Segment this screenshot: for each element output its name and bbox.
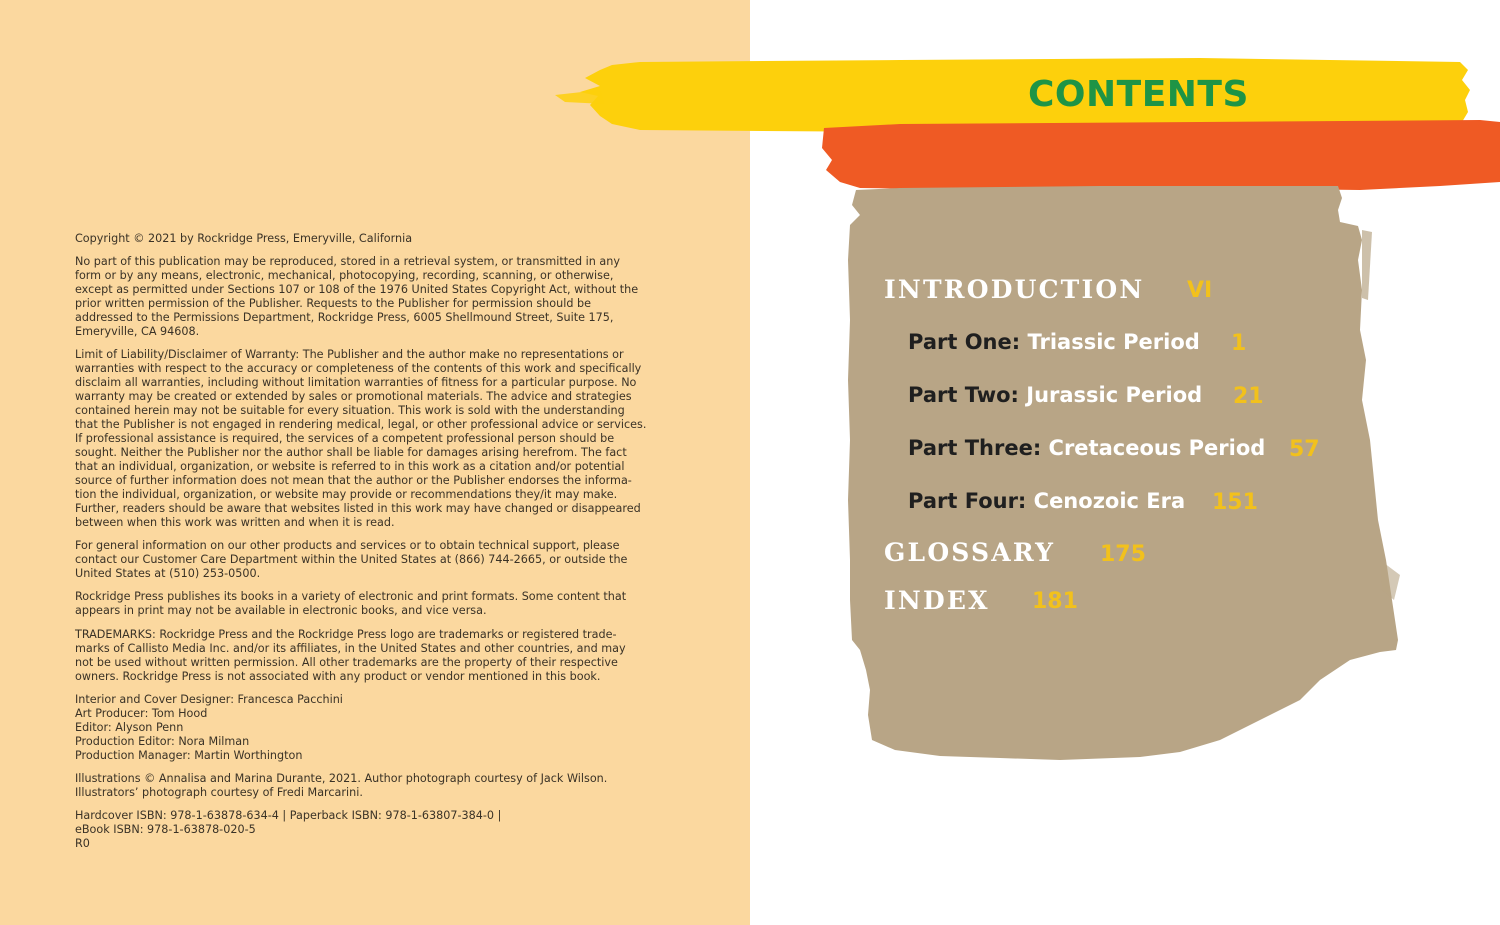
contents-title: CONTENTS [1028,74,1249,115]
toc-part-three-page: 57 [1289,437,1320,462]
text-line: that the Publisher is not engaged in rendering medical, legal, or other professional advice or services. [75,418,647,432]
text-line: United States at (510) 253-0500. [75,567,261,581]
text-line: TRADEMARKS: Rockridge Press and the Rockridge Press logo are trademarks or registered trade- [75,627,617,641]
text-line: No part of this publication may be reproduced, stored in a retrieval system, or transmitted in any [75,255,620,269]
part-label: Part Three: [908,436,1042,460]
text-line: Further, readers should be aware that websites listed in this work may have changed or disappeared [75,501,641,515]
text-line: Interior and Cover Designer: Francesca Pacchini [75,692,343,706]
text-line: Limit of Liability/Disclaimer of Warranty: The Publisher and the author make no representations or [75,348,624,362]
text-line: warranties with respect to the accuracy or completeness of the contents of this work and specifically [75,362,642,376]
text-line: sought. Neither the Publisher nor the author shall be liable for damages arising herefrom. The fact [75,446,627,460]
toc-part-four[interactable] [908,489,1185,513]
toc-glossary-label[interactable]: GLOSSARY [884,538,1056,567]
text-line: Rockridge Press publishes its books in a variety of electronic and print formats. Some content that [75,590,627,604]
toc-part-three[interactable] [908,436,1265,460]
toc-glossary-page: 175 [1100,542,1146,567]
part-title: Cretaceous Period [1048,436,1266,460]
toc-part-one[interactable] [908,330,1200,354]
text-line: tion the individual, organization, or website may provide or recommendations they/it may make. [75,487,618,501]
text-line: Editor: Alyson Penn [75,720,184,734]
text-line: addressed to the Permissions Department, Rockridge Press, 6005 Shellmound Street, Suite 175, [75,311,614,325]
text-line: For general information on our other products and services or to obtain technical support, please [75,539,620,553]
text-line: source of further information does not mean that the author or the Publisher endorses the informa- [75,474,632,488]
text-line: R0 [75,837,90,851]
text-line: Emeryville, CA 94608. [75,325,200,339]
yellow-brush-stroke [580,58,1470,132]
orange-brush-stroke [822,120,1500,190]
text-line: prior written permission of the Publisher. Requests to the Publisher for permission should be [75,297,591,311]
text-line: not be used without written permission. All other trademarks are the property of their respective [75,655,618,669]
part-label: Part Four: [908,489,1027,513]
toc-index-page: 181 [1032,589,1078,614]
toc-part-two-page: 21 [1233,384,1264,409]
text-line: marks of Callisto Media Inc. and/or its affiliates, in the United States and other countries, and may [75,641,626,655]
text-line: between when this work was written and when it is read. [75,515,395,529]
text-line: form or by any means, electronic, mechanical, photocopying, recording, scanning, or otherwise, [75,269,614,283]
text-line: disclaim all warranties, including without limitation warranties of fitness for a particular purpose. No [75,376,637,390]
text-line: appears in print may not be available in electronic books, and vice versa. [75,604,487,618]
toc-introduction-label[interactable]: INTRODUCTION [884,275,1145,304]
toc-index-label[interactable]: INDEX [884,586,990,615]
text-line: warranty may be created or extended by sales or promotional materials. The advice and strategies [75,390,632,404]
toc-part-four-page: 151 [1212,490,1258,515]
text-line: Production Manager: Martin Worthington [75,748,303,762]
part-label: Part Two: [908,383,1019,407]
part-title: Triassic Period [1027,330,1200,354]
toc-introduction-page: VI [1187,278,1213,303]
text-line: contact our Customer Care Department within the United States at (866) 744-2665, or outside the [75,553,628,567]
text-line: owners. Rockridge Press is not associated with any product or vendor mentioned in this book. [75,669,601,683]
tan-paint-block [848,186,1398,760]
copyright-line: Copyright © 2021 by Rockridge Press, Emeryville, California [75,232,413,245]
text-line: eBook ISBN: 978-1-63878-020-5 [75,823,256,837]
text-line: Production Editor: Nora Milman [75,734,250,748]
part-title: Cenozoic Era [1033,489,1186,513]
text-line: Illustrations © Annalisa and Marina Durante, 2021. Author photograph courtesy of Jack Wilson. [75,772,608,786]
toc-part-two[interactable] [908,383,1202,407]
text-line: Art Producer: Tom Hood [75,706,208,720]
text-line: If professional assistance is required, the services of a competent professional person should be [75,432,615,446]
part-title: Jurassic Period [1026,383,1203,407]
text-line: Hardcover ISBN: 978-1-63878-634-4 | Paperback ISBN: 978-1-63807-384-0 | [75,809,502,823]
text-line: Illustrators’ photograph courtesy of Fredi Marcarini. [75,786,363,800]
text-line: that an individual, organization, or website is referred to in this work as a citation and/or potential [75,460,625,474]
text-line: except as permitted under Sections 107 or 108 of the 1976 United States Copyright Act, without the [75,283,639,297]
text-line: contained herein may not be suitable for every situation. This work is sold with the understanding [75,404,625,418]
part-label: Part One: [908,330,1021,354]
toc-part-one-page: 1 [1231,331,1247,356]
